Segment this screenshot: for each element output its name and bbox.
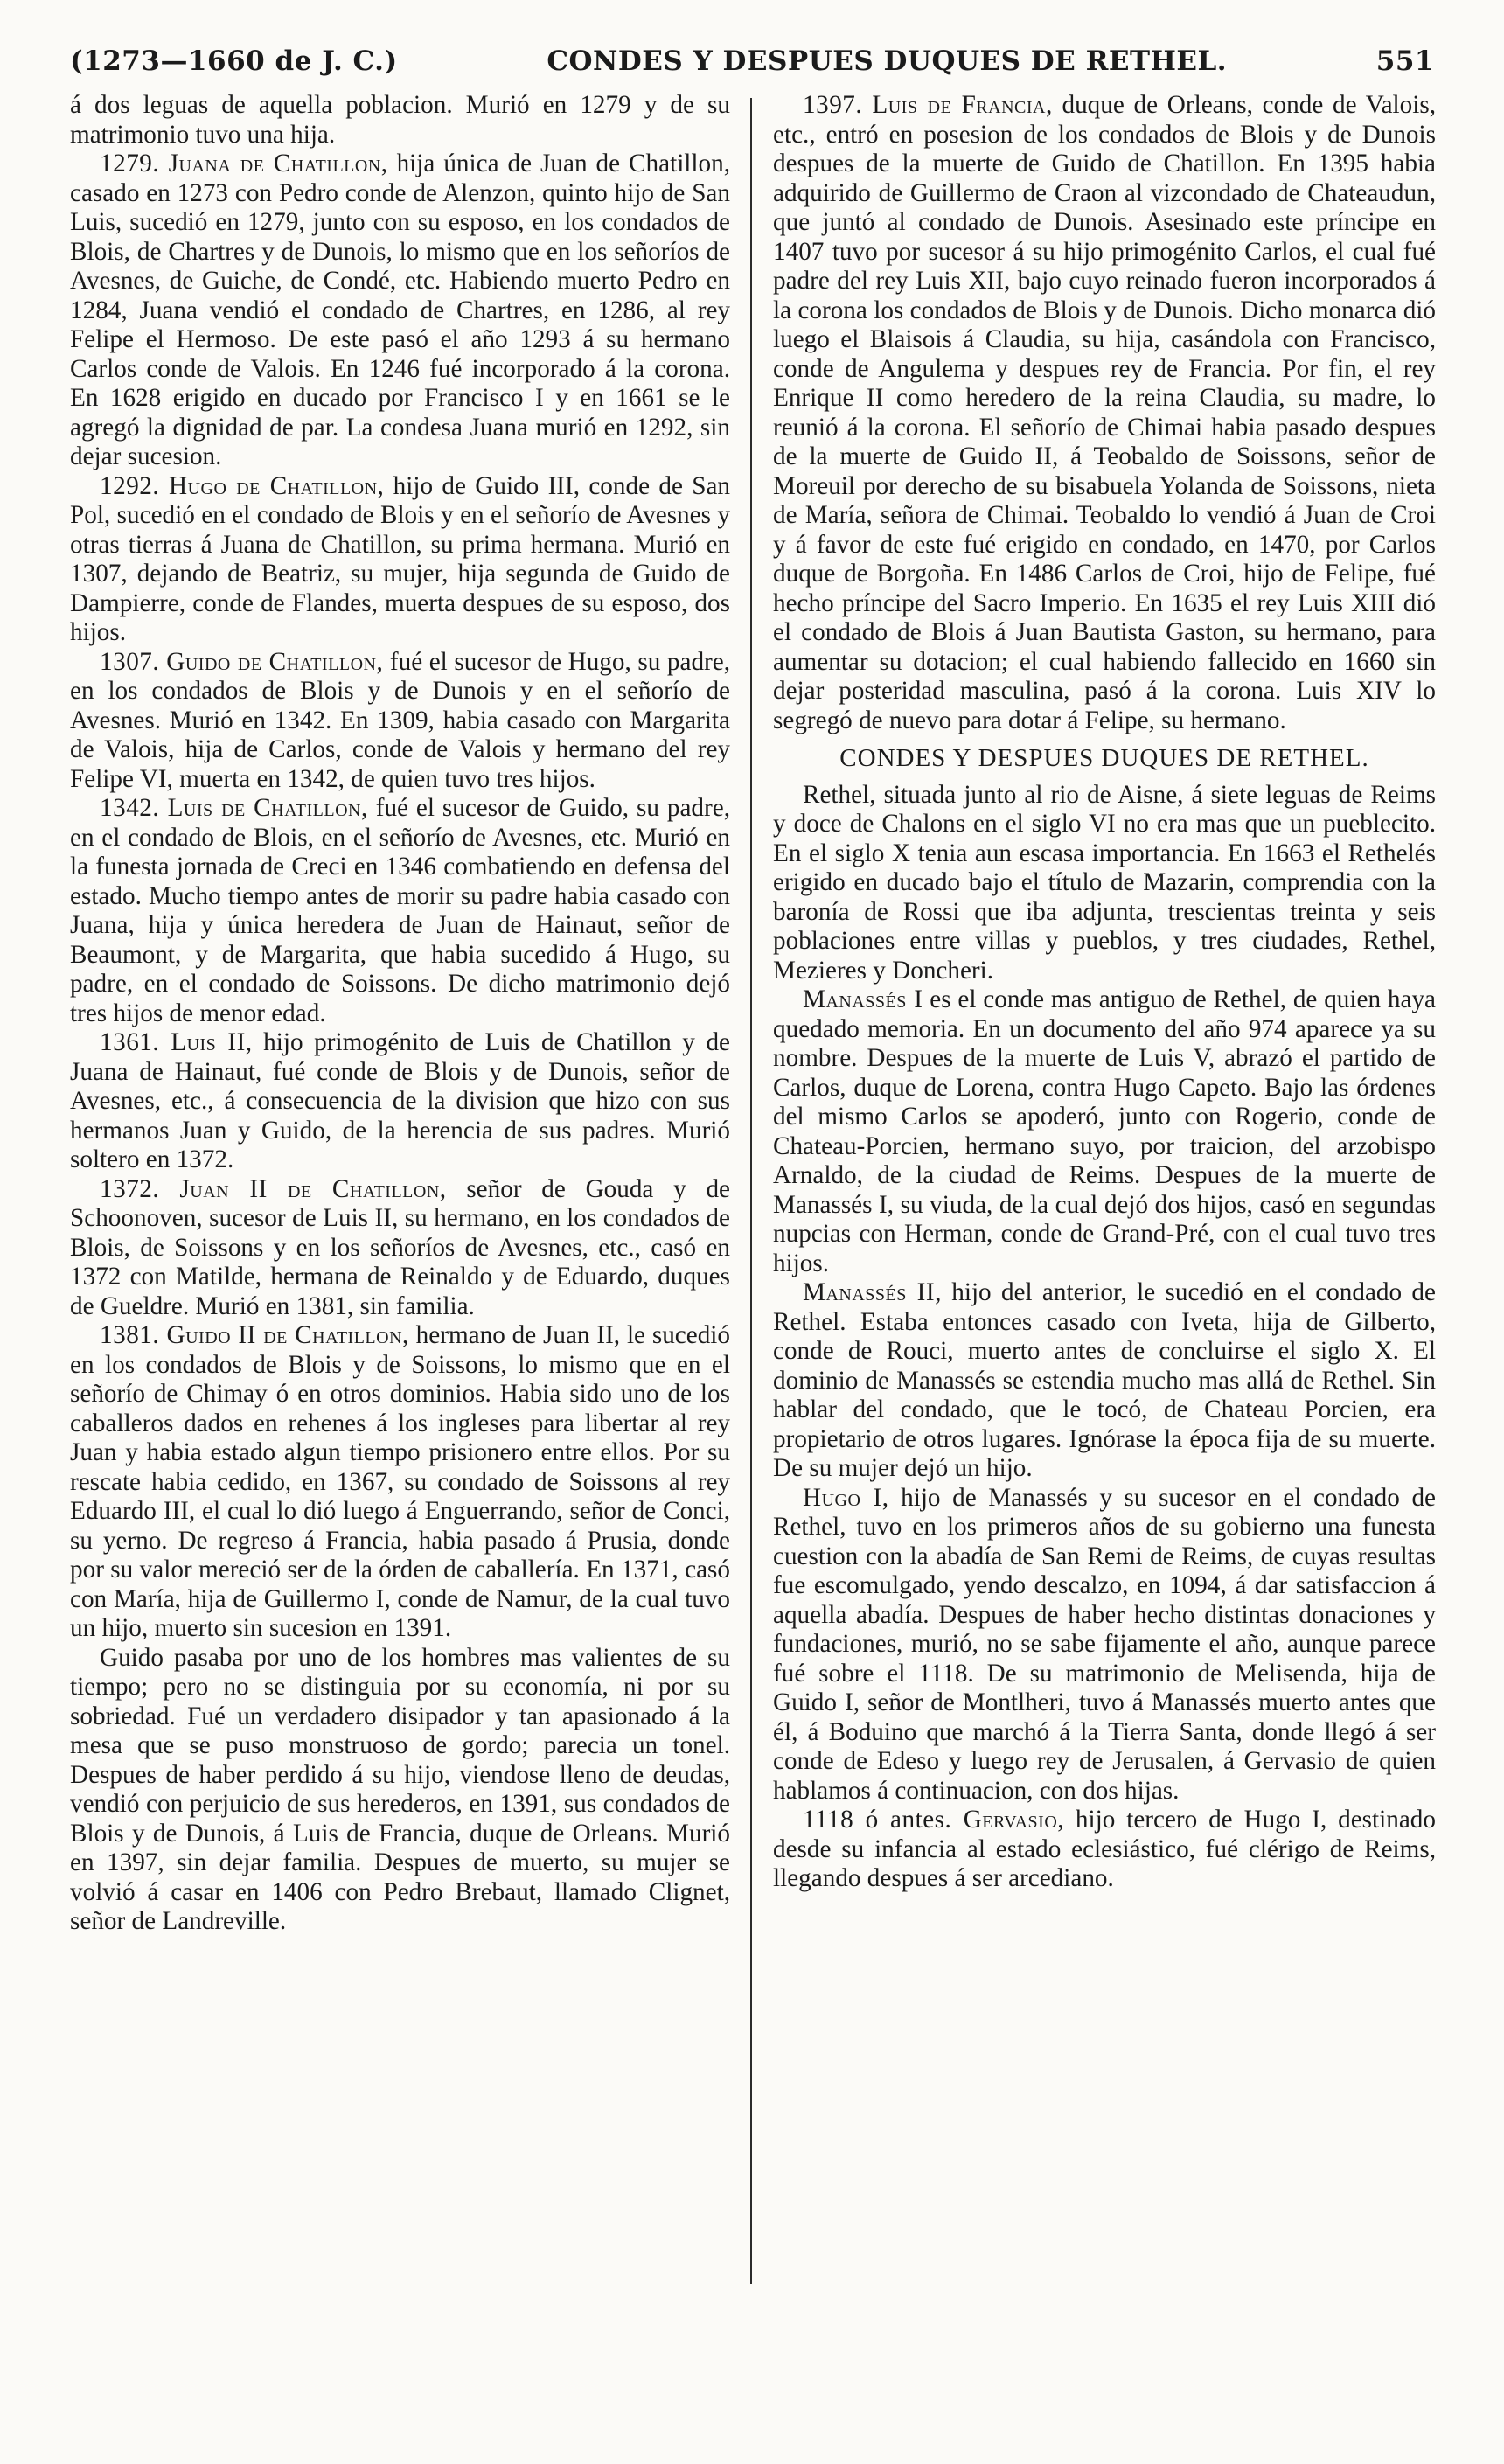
entry-text: fué el sucesor de Hugo, su padre, en los condados de Blois y de Dunois y en el señorío de Avesnes. Murió en 1342. En 1309, habia casado con Margarita de Valois, hija de Carlos, conde de Valois y hermano del rey Felipe VI, muerta en 1342, de quien tuvo tres hijos. <box>70 647 731 793</box>
page-header <box>70 45 1434 89</box>
entry-text: fué el sucesor de Guido, su padre, en el condado de Blois, en el señorío de Avesnes, etc. Murió en la funesta jornada de Creci en 1346 combatiendo en defensa del estado. Mucho tiempo antes de morir su padre habia casado con Juana, hija y única heredera de Juan de Hainaut, señor de Beaumont, y de Margarita, que habia sucedido á Hugo, su padre, en el condado de Soissons. De dicho matrimonio dejó tres hijos de menor edad. <box>70 794 730 1027</box>
paragraph <box>773 91 1436 735</box>
entry-year: 1361. <box>100 1028 171 1056</box>
paragraph <box>773 985 1436 1278</box>
entry-year: 1118 ó antes. <box>803 1806 964 1834</box>
entry-text: Rethel, situada junto al rio de Aisne, á siete leguas de Reims y doce de Chalons en el siglo VI no era mas que un pueblecito. En el siglo X tenia aun escasa importancia. En 1663 el Rethelés erigido en ducado bajo el título de Mazarin, comprendia con la baronía de Rossi que iba adjunta, trescientas treinta y seis poblaciones entre villas y pueblos, y tres ciudades, Rethel, Mezieres y Doncheri. <box>773 780 1436 985</box>
right-column <box>773 91 1436 1894</box>
entry-text: hija única de Juan de Chatillon, casado en 1273 con Pedro conde de Alenzon, quinto hijo de San Luis, sucedió en 1279, junto con su esposo, en los condados de Blois, de Chartres y de Dunois, lo mismo que en los señoríos de Avesnes, de Guiche, de Condé, etc. Habiendo muerto Pedro en 1284, Juana vendió el condado de Chartres, en 1286, al rey Felipe el Hermoso. De este pasó el año 1293 á su hermano Carlos conde de Valois. En 1246 fué incorporado á la corona. En 1628 erigido en ducado por Francisco I y en 1661 se le agregó la dignidad de par. La condesa Juana murió en 1292, sin dejar sucesion. <box>70 150 731 470</box>
paragraph <box>773 781 1436 986</box>
left-column <box>70 91 730 1937</box>
entry-name: Juana de Chatillon, <box>168 150 388 177</box>
entry-name: Manassés II, <box>803 1278 942 1306</box>
entry-text: hijo del anterior, le sucedió en el condado de Rethel. Estaba entonces casado con Iveta, hija de Gilberto, conde de Rouci, muerto antes de concluirse el siglo X. El dominio de Manassés se estendia mucho mas allá de Rethel. Sin hablar del condado, que le tocó, de Chateau Porcien, era propietario de otros lugares. Ignórase la época fija de su muerte. De su mujer dejó un hijo. <box>773 1278 1436 1482</box>
entry-text: Guido pasaba por uno de los hombres mas valientes de su tiempo; pero no se distinguia por su economía, ni por su sobriedad. Fué un verdadero disipador y tan apasionado á la mesa que se puso monstruoso de gordo; parecia un tonel. Despues de haber perdido á su hijo, viendose lleno de deudas, vendió con perjuicio de sus herederos, en 1391, sus condados de Blois y de Dunois, á Luis de Francia, duque de Orleans. Murió en 1397, sin dejar familia. Despues de muerto, su mujer se volvió á casar en 1406 con Pedro Brebaut, llamado Clignet, señor de Landreville. <box>70 1643 730 1935</box>
entry-year: 1397. <box>803 91 873 119</box>
entry-name: Hugo I, <box>803 1483 889 1512</box>
entry-name: Guido II de Chatillon, <box>166 1321 409 1349</box>
paragraph <box>70 794 730 1028</box>
paragraph <box>773 1484 1436 1806</box>
entry-name: Luis de Francia, <box>872 91 1053 119</box>
paragraph <box>773 1278 1436 1484</box>
paragraph <box>70 648 730 795</box>
entry-year: 1292. <box>100 471 169 500</box>
paragraph <box>70 1028 730 1175</box>
entry-text: á dos leguas de aquella poblacion. Murió en 1279 y de su matrimonio tuvo una hija. <box>70 91 730 149</box>
entry-name: Luis de Chatillon, <box>167 794 368 822</box>
entry-name: Manassés I <box>803 985 923 1013</box>
entry-text: hermano de Juan II, le sucedió en los condados de Blois y de Soissons, lo mismo que en el señorío de Chimay ó en otros dominios. Habia sido uno de los caballeros dados en rehenes á los ingleses para libertar al rey Juan y habia estado algun tiempo prisionero entre ellos. Por su rescate habia cedido, en 1367, su condado de Soissons al rey Eduardo III, el cual lo dió luego á Enguerrando, señor de Conci, su yerno. De regreso á Francia, habia pasado á Prusia, donde por su valor mereció ser de la órden de caballería. En 1371, casó con María, hija de Guillermo I, conde de Namur, de la cual tuvo un hijo, muerto sin sucesion en 1391. <box>70 1321 731 1642</box>
entry-name: Luis II, <box>171 1028 253 1056</box>
paragraph <box>773 1806 1436 1894</box>
entry-text: hijo tercero de Hugo I, destinado desde su infancia al estado eclesiástico, fué clérigo de Reims, llegando despues á ser arcediano. <box>773 1806 1436 1892</box>
section-title: CONDES Y DESPUES DUQUES DE RETHEL. <box>839 744 1369 772</box>
entry-year: 1381. <box>100 1321 167 1349</box>
header-date-range: (1273—1660 de J. C.) <box>70 45 398 77</box>
paragraph <box>70 1321 730 1644</box>
entry-name: Juan II de Chatillon, <box>179 1174 447 1203</box>
entry-text: señor de Gouda y de Schoonoven, sucesor de Luis II, su hermano, en los condados de Blois, de Soissons y en los señoríos de Avesnes, etc., casó en 1372 con Matilde, hermana de Reinaldo y de Eduardo, duques de Gueldre. Murió en 1381, sin familia. <box>70 1174 731 1320</box>
entry-year: 1307. <box>100 647 167 676</box>
entry-text: duque de Orleans, conde de Valois, etc., entró en posesion de los condados de Blois y de Dunois despues de la muerte de Guido de Chatillon. En 1395 habia adquirido de Guillermo de Craon al vizcondado de Chateaudun, que juntó al condado de Dunois. Asesinado este príncipe en 1407 tuvo por sucesor á su hijo primogénito Carlos, el cual fué padre del rey Luis XII, bajo cuyo reinado fueron incorporados á la corona los condados de Blois y de Dunois. Dicho monarca dió luego el Blaisois á Claudia, su hija, casándola con Francisco, conde de Angulema y despues rey de Francia. Por fin, el rey Enrique II como heredero de la reina Claudia, su madre, lo reunió á la corona. El señorío de Chimai habia pasado despues de la muerte de Guido II, á Teobaldo de Soissons, señor de Moreuil por derecho de su bisabuela Yolanda de Soissons, nieta de María, señora de Chimai. Teobaldo lo vendió á Juan de Croi y á favor de este fué erigido en condado, en 1470, por Carlos duque de Borgoña. En 1486 Carlos de Croi, hijo de Felipe, fué hecho príncipe del Sacro Imperio. En 1635 el rey Luis XIII dió el condado de Blois á Juan Bautista Gaston, su hermano, para aumentar su dotacion; el cual habiendo fallecido en 1660 sin dejar posteridad masculina, pasó á la corona. Luis XIV lo segregó de nuevo para dotar á Felipe, su hermano. <box>773 91 1437 734</box>
entry-text: es el conde mas antiguo de Rethel, de quien haya quedado memoria. En un documento del año 974 aparece ya su nombre. Despues de la muerte de Luis V, abrazó el partido de Carlos, duque de Lorena, contra Hugo Capeto. Bajo las órdenes del mismo Carlos se apoderó, junto con Rogerio, conde de Chateau-Porcien, hermano suyo, por traicion, del arzobispo Arnaldo, de la ciudad de Reims. Despues de la muerte de Manassés I, su viuda, de la cual dejó dos hijos, casó en segundas nupcias con Herman, conde de Grand-Pré, con el cual tuvo tres hijos. <box>773 985 1436 1277</box>
entry-name: Gervasio, <box>963 1806 1065 1834</box>
paragraph <box>70 1644 730 1937</box>
entry-name: Hugo de Chatillon, <box>169 471 385 500</box>
column-divider <box>750 98 752 2284</box>
header-running-title: CONDES Y DESPUES DUQUES DE RETHEL. <box>547 45 1228 77</box>
entry-name: Guido de Chatillon, <box>166 647 384 676</box>
paragraph <box>70 1175 730 1322</box>
paragraph <box>70 91 730 150</box>
entry-year: 1372. <box>100 1174 180 1203</box>
paragraph <box>70 472 730 648</box>
page-number: 551 <box>1375 45 1434 77</box>
entry-text: hijo de Manassés y su sucesor en el condado de Rethel, tuvo en los primeros años de su gobierno una funesta cuestion con la abadía de San Remi de Reims, de cuyas resultas fue escomulgado, yendo descalzo, en 1094, á dar satisfaccion á aquella abadía. Despues de haber hecho distintas donaciones y fundaciones, murió, no se sabe fijamente el año, aunque parece fué sobre el 1118. De su matrimonio de Melisenda, hija de Guido I, señor de Montlheri, tuvo á Manassés muerto antes que él, á Boduino que marchó á la Tierra Santa, donde llegó á ser conde de Edeso y luego rey de Jerusalen, á Gervasio de quien hablamos á continuacion, con dos hijas. <box>773 1483 1437 1805</box>
entry-year: 1342. <box>100 794 168 822</box>
entry-text: hijo primogénito de Luis de Chatillon y de Juana de Hainaut, fué conde de Blois y de Dunois, señor de Avesnes, etc., á consecuencia de la division que hizo con sus hermanos Juan y Guido, de la herencia de sus padres. Murió soltero en 1372. <box>70 1028 730 1173</box>
paragraph <box>70 150 730 472</box>
entry-text: hijo de Guido III, conde de San Pol, sucedió en el condado de Blois y en el señorío de Avesnes y otras tierras á Juana de Chatillon, su prima hermana. Murió en 1307, dejando de Beatriz, su mujer, hija segunda de Guido de Dampierre, conde de Flandes, muerta despues de su esposo, dos hijos. <box>70 471 731 646</box>
entry-year: 1279. <box>100 150 169 177</box>
